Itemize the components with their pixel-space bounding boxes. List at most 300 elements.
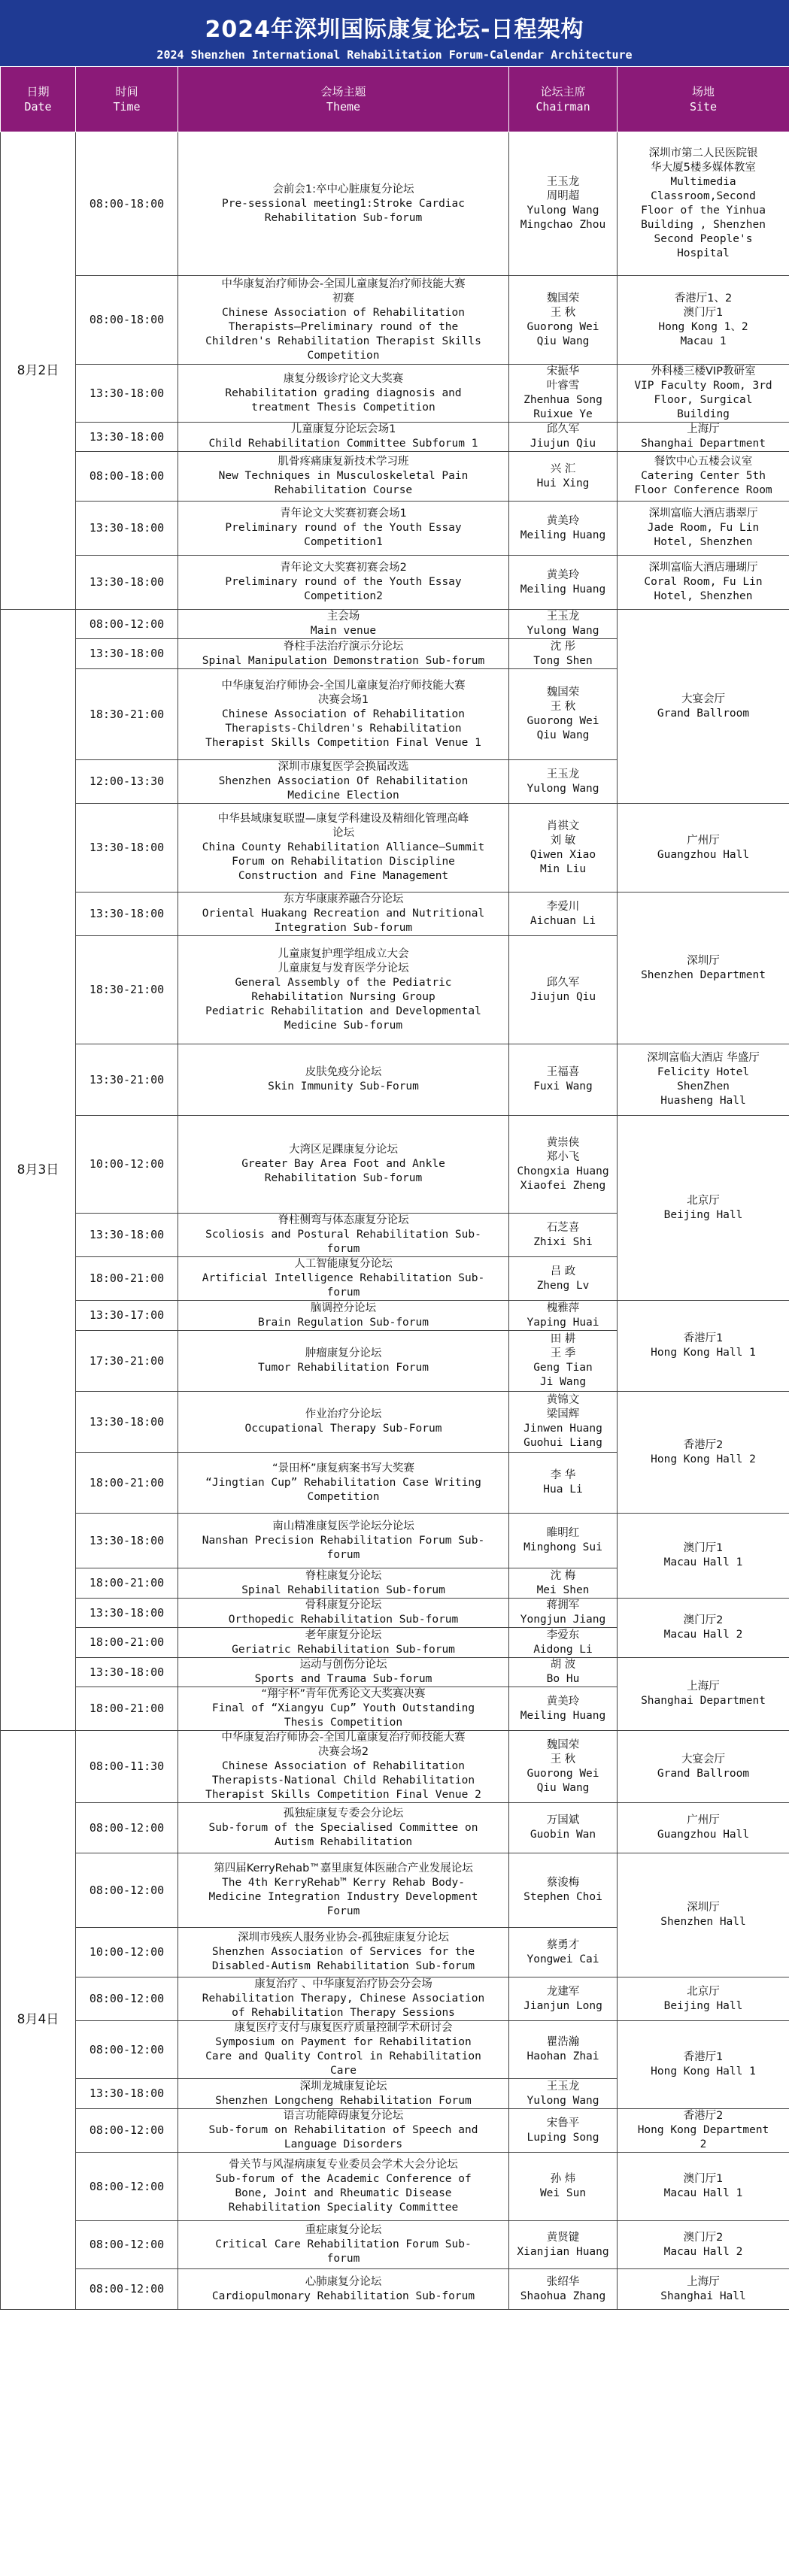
text-line: Hotel, Shenzhen (654, 590, 753, 602)
table-row (1, 1392, 789, 1453)
text-line: Oriental Huakang Recreation and Nutritional (202, 908, 485, 920)
text-line: Sub-forum on Rehabilitation of Speech and (208, 2124, 478, 2136)
text-line: 深圳富临大酒店 华盛厅 (647, 1052, 760, 1064)
text-line: Hong Kong Hall 2 (651, 1453, 756, 1465)
text-line: Hong Kong Hall 1 (651, 1347, 756, 1359)
text-line: 脊柱侧弯与体态康复分论坛 (278, 1214, 409, 1226)
text-line: Yongjun Jiang (520, 1614, 606, 1626)
text-line: Yulong Wang (527, 625, 599, 637)
chairman-cell (509, 1599, 618, 1628)
table-row (1, 610, 789, 639)
table-row (1, 1658, 789, 1687)
text-line: Aichuan Li (530, 914, 596, 927)
venue-cell (618, 1392, 789, 1514)
table-row (1, 423, 789, 452)
chairman-cell (509, 2221, 618, 2269)
text-line: Children's Rehabilitation Therapist Skills (205, 335, 481, 347)
column-header-site: 场地 Site (618, 67, 789, 132)
venue-cell (618, 2269, 789, 2310)
text-line: 李爱东 (546, 1629, 580, 1641)
text-line: Competition (307, 1490, 380, 1503)
text-line: 澳门厅2 (683, 1614, 724, 1626)
venue-cell (618, 1977, 789, 2021)
time-cell: 08:00-12:00 (76, 2153, 178, 2221)
text-line: Macau Hall 1 (663, 1556, 743, 1568)
time-cell: 13:30-18:00 (76, 423, 178, 452)
text-line: Mei Shen (536, 1583, 590, 1596)
chairman-cell (509, 936, 618, 1044)
time-cell: 13:30-17:00 (76, 1301, 178, 1331)
text-line: Rehabilitation Sub-forum (264, 211, 423, 224)
text-line: Language Disorders (284, 2138, 403, 2150)
chairman-cell (509, 2109, 618, 2153)
venue-cell (618, 610, 789, 804)
text-line: Final of “Xiangyu Cup” Youth Outstanding (211, 1702, 475, 1714)
text-line: Huasheng Hall (660, 1095, 746, 1107)
text-line: Autism Rehabilitation (274, 1835, 413, 1848)
text-line: 周明超 (546, 190, 580, 202)
text-line: Qiu Wang (536, 1781, 590, 1794)
chairman-cell (509, 1514, 618, 1568)
text-line: General Assembly of the Pediatric (235, 976, 452, 989)
text-line: Minghong Sui (523, 1541, 602, 1553)
text-line: 香港厅1、2 (674, 292, 733, 305)
text-line: VIP Faculty Room, 3rd (634, 380, 772, 392)
venue-cell (618, 1044, 789, 1116)
text-line: Zheng Lv (536, 1279, 590, 1292)
theme-cell (178, 1514, 509, 1568)
text-line: Meiling Huang (520, 583, 606, 596)
text-line: Spinal Rehabilitation Sub-forum (241, 1583, 445, 1596)
theme-cell (178, 1453, 509, 1514)
venue-cell (618, 804, 789, 893)
text-line: Competition2 (304, 590, 383, 602)
text-line: 深圳厅 (687, 1902, 720, 1914)
theme-cell (178, 610, 509, 639)
chairman-cell (509, 760, 618, 804)
table-row (1, 556, 789, 610)
text-line: Hua Li (543, 1483, 583, 1496)
text-line: Wei Sun (539, 2187, 587, 2199)
text-line: 儿童康复与发育医学分论坛 (278, 962, 409, 974)
text-line: Zhenhua Song (523, 394, 602, 406)
text-line: Rehabilitation Speciality Committee (228, 2202, 459, 2214)
venue-cell (618, 1301, 789, 1392)
chairman-cell (509, 276, 618, 365)
text-line: 兴 汇 (550, 462, 576, 475)
chairman-cell (509, 2153, 618, 2221)
text-line: Rehabilitation Course (274, 484, 413, 496)
table-row (1, 1116, 789, 1214)
text-line: Therapists—Preliminary round of the (228, 320, 459, 333)
text-line: Thesis Competition (284, 1717, 403, 1729)
text-line: Artificial Intelligence Rehabilitation Sub- (202, 1272, 485, 1284)
time-cell: 10:00-12:00 (76, 1116, 178, 1214)
text-line: Shenzhen Longcheng Rehabilitation Forum (215, 2094, 472, 2107)
venue-cell (618, 2109, 789, 2153)
text-line: Guorong Wei (527, 715, 599, 727)
text-line: Pre-sessional meeting1:Stroke Cardiac (221, 197, 465, 210)
text-line: Competition1 (304, 536, 383, 548)
time-cell: 08:00-12:00 (76, 610, 178, 639)
theme-cell (178, 1116, 509, 1214)
text-line: 作业治疗分论坛 (305, 1408, 382, 1420)
text-line: 北京厅 (687, 1985, 720, 1998)
theme-cell (178, 1658, 509, 1687)
venue-cell (618, 132, 789, 276)
chairman-cell (509, 132, 618, 276)
chairman-cell (509, 1116, 618, 1214)
text-line: 香港厅1 (683, 2051, 724, 2063)
time-cell: 08:00-18:00 (76, 132, 178, 276)
chairman-cell (509, 639, 618, 669)
text-line: 论坛 (332, 827, 354, 839)
text-line: Spinal Manipulation Demonstration Sub-forum (202, 654, 485, 667)
time-cell: 13:30-18:00 (76, 639, 178, 669)
time-cell: 18:30-21:00 (76, 669, 178, 760)
text-line: 心肺康复分论坛 (305, 2275, 382, 2288)
text-line: 决赛会场2 (317, 1746, 369, 1758)
text-line: Guangzhou Hall (657, 848, 750, 861)
text-line: Cardiopulmonary Rehabilitation Sub-forum (211, 2290, 475, 2302)
theme-cell (178, 804, 509, 893)
time-cell: 13:30-18:00 (76, 1392, 178, 1453)
table-row (1, 1514, 789, 1568)
text-line: 语言功能障碍康复分论坛 (283, 2110, 404, 2122)
table-row (1, 2221, 789, 2269)
date-cell: 8月4日 (1, 1731, 76, 2310)
text-line: 蔡浚梅 (546, 1877, 580, 1889)
text-line: forum (326, 1286, 360, 1299)
text-line: 深圳市康复医学会换届改选 (278, 761, 409, 773)
time-cell: 17:30-21:00 (76, 1331, 178, 1392)
time-cell: 08:00-12:00 (76, 1853, 178, 1928)
text-line: Hotel, Shenzhen (654, 536, 753, 548)
text-line: Nanshan Precision Rehabilitation Forum Sub- (202, 1534, 485, 1547)
text-line: 儿童康复护理学组成立大会 (278, 947, 409, 960)
text-line: Sub-forum of the Specialised Committee on (208, 1821, 478, 1834)
text-line: 李爱川 (546, 900, 580, 913)
text-line: 黄贤键 (546, 2231, 580, 2244)
text-line: 老年康复分论坛 (305, 1629, 382, 1641)
text-line: 张绍华 (546, 2275, 580, 2288)
theme-cell (178, 452, 509, 502)
text-line: Aidong Li (533, 1643, 593, 1656)
theme-cell (178, 556, 509, 610)
text-line: Rehabilitation Therapy, Chinese Association (202, 1993, 485, 2005)
text-line: Competition (307, 349, 380, 362)
venue-cell (618, 423, 789, 452)
text-line: 邱久军 (546, 423, 580, 435)
chairman-cell (509, 610, 618, 639)
text-line: Floor of the Yinhua (641, 205, 766, 217)
theme-cell (178, 1731, 509, 1803)
text-line: Shenzhen Association Of Rehabilitation (218, 775, 469, 787)
table-row (1, 452, 789, 502)
venue-cell (618, 452, 789, 502)
text-line: 大宴会厅 (681, 1753, 725, 1765)
text-line: Floor Conference Room (634, 484, 772, 496)
text-line: Symposium on Payment for Rehabilitation (215, 2036, 472, 2048)
text-line: Greater Bay Area Foot and Ankle (241, 1158, 445, 1170)
text-line: 槐雅萍 (546, 1302, 580, 1314)
text-line: 王玉龙 (546, 176, 580, 188)
chairman-cell (509, 1568, 618, 1599)
time-cell: 08:00-12:00 (76, 1803, 178, 1853)
text-line: Scoliosis and Postural Rehabilitation Sub- (205, 1229, 481, 1241)
text-line: 王 秋 (550, 701, 576, 713)
theme-cell (178, 893, 509, 936)
text-line: treatment Thesis Competition (251, 401, 435, 414)
theme-cell (178, 760, 509, 804)
text-line: 主会场 (326, 611, 360, 623)
text-line: 上海厅 (687, 1680, 720, 1693)
text-line: 康复医疗支付与康复医疗质量控制学术研讨会 (234, 2022, 453, 2034)
text-line: China County Rehabilitation Alliance—Summit (202, 841, 485, 853)
text-line: 邱久军 (546, 976, 580, 989)
time-cell: 18:00-21:00 (76, 1453, 178, 1514)
text-line: Macau Hall 2 (663, 1629, 743, 1641)
text-line: 脊柱手法治疗演示分论坛 (283, 640, 404, 653)
text-line: Chongxia Huang (517, 1165, 609, 1177)
theme-cell (178, 1628, 509, 1658)
time-cell: 08:00-12:00 (76, 2021, 178, 2079)
text-line: Ruixue Ye (533, 408, 593, 420)
time-cell: 18:00-21:00 (76, 1628, 178, 1658)
table-row (1, 1301, 789, 1331)
text-line: 骨关节与风湿病康复专业委员会学术大会分论坛 (229, 2159, 458, 2171)
text-line: 澳门厅2 (683, 2231, 724, 2244)
text-line: Building (677, 408, 730, 420)
text-line: Ji Wang (539, 1376, 587, 1388)
text-line: 瞿浩瀚 (546, 2036, 580, 2048)
chairman-cell (509, 1392, 618, 1453)
chairman-cell (509, 452, 618, 502)
text-line: 澳门厅1 (683, 306, 724, 319)
text-line: Xianjian Huang (517, 2245, 609, 2258)
text-line: Geriatric Rehabilitation Sub-forum (232, 1643, 455, 1656)
text-line: Skin Immunity Sub-Forum (268, 1080, 419, 1093)
chairman-cell (509, 893, 618, 936)
text-line: 沈 彤 (550, 640, 576, 653)
text-line: 北京厅 (687, 1194, 720, 1207)
text-line: Jianjun Long (523, 1999, 602, 2012)
time-cell: 08:00-12:00 (76, 2109, 178, 2153)
text-line: 黄锦文 (546, 1394, 580, 1406)
theme-cell (178, 2079, 509, 2109)
text-line: Guorong Wei (527, 1767, 599, 1780)
text-line: Critical Care Rehabilitation Forum Sub- (215, 2238, 472, 2250)
text-line: 宋振华 (546, 365, 580, 377)
text-line: Rehabilitation grading diagnosis and (225, 386, 462, 399)
column-header-time: 时间 Time (76, 67, 178, 132)
text-line: of Rehabilitation Therapy Sessions (232, 2007, 455, 2019)
time-cell: 08:00-18:00 (76, 452, 178, 502)
time-cell: 13:30-18:00 (76, 1214, 178, 1257)
chairman-cell (509, 1628, 618, 1658)
text-line: Shanghai Department (641, 1695, 766, 1707)
theme-cell (178, 2221, 509, 2269)
table-row (1, 1803, 789, 1853)
text-line: 魏国荣 (546, 1738, 580, 1751)
theme-cell (178, 1257, 509, 1301)
table-row (1, 2269, 789, 2310)
time-cell: 13:30-21:00 (76, 1044, 178, 1116)
chairman-cell (509, 2079, 618, 2109)
text-line: Qiu Wang (536, 335, 590, 347)
text-line: Guohui Liang (523, 1437, 602, 1449)
text-line: 脑调控分论坛 (311, 1302, 376, 1314)
venue-cell (618, 2153, 789, 2221)
text-line: 王玉龙 (546, 611, 580, 623)
text-line: 吕 政 (550, 1265, 576, 1277)
text-line: Medicine Integration Industry Development (208, 1891, 478, 1903)
text-line: Geng Tian (533, 1362, 593, 1374)
text-line: Min Liu (539, 862, 587, 875)
time-cell: 08:00-18:00 (76, 276, 178, 365)
text-line: Rehabilitation Sub-forum (264, 1172, 423, 1184)
text-line: 王玉龙 (546, 768, 580, 780)
chairman-cell (509, 1044, 618, 1116)
venue-cell (618, 1853, 789, 1977)
text-line: 深圳龙城康复论坛 (299, 2080, 387, 2093)
text-line: Meiling Huang (520, 529, 606, 541)
text-line: 外科楼三楼VIP教研室 (651, 365, 756, 377)
theme-cell (178, 936, 509, 1044)
text-line: Luping Song (527, 2131, 599, 2144)
text-line: 2 (699, 2138, 707, 2150)
text-line: Shanghai Hall (660, 2290, 746, 2302)
time-cell: 10:00-12:00 (76, 1928, 178, 1977)
text-line: Hui Xing (536, 477, 590, 489)
venue-cell (618, 1731, 789, 1803)
theme-cell (178, 1568, 509, 1599)
text-line: 胡 波 (550, 1659, 576, 1671)
time-cell: 08:00-12:00 (76, 2269, 178, 2310)
table-header-row (1, 67, 789, 132)
text-line: 南山精准康复医学论坛分论坛 (272, 1520, 414, 1532)
text-line: ShenZhen (677, 1080, 730, 1093)
text-line: 田 耕 (550, 1333, 576, 1345)
text-line: Preliminary round of the Youth Essay (225, 522, 462, 534)
text-line: 沈 梅 (550, 1569, 576, 1582)
text-line: Occupational Therapy Sub-Forum (244, 1423, 442, 1435)
text-line: 深圳市第二人民医院银 (648, 147, 758, 159)
column-header-date: 日期 Date (1, 67, 76, 132)
text-line: Grand Ballroom (657, 707, 750, 720)
text-line: 魏国荣 (546, 292, 580, 305)
text-line: 康复治疗 、中华康复治疗协会分会场 (254, 1978, 432, 1990)
text-line: 王 秋 (550, 306, 576, 319)
text-line: 青年论文大奖赛初赛会场1 (280, 508, 407, 520)
chairman-cell (509, 1214, 618, 1257)
chairman-cell (509, 2269, 618, 2310)
text-line: Care and Quality Control in Rehabilitation (205, 2050, 481, 2062)
text-line: 儿童康复分论坛会场1 (290, 423, 396, 435)
text-line: 香港厅1 (683, 1332, 724, 1344)
chairman-cell (509, 365, 618, 423)
theme-cell (178, 1301, 509, 1331)
venue-cell (618, 1658, 789, 1731)
text-line: Pediatric Rehabilitation and Developmental (205, 1005, 481, 1017)
table-row (1, 276, 789, 365)
text-line: 蒋拥军 (546, 1599, 580, 1611)
text-line: forum (326, 2253, 360, 2265)
theme-cell (178, 639, 509, 669)
text-line: Meiling Huang (520, 1709, 606, 1722)
time-cell: 18:00-21:00 (76, 1257, 178, 1301)
text-line: Fuxi Wang (533, 1080, 593, 1093)
theme-cell (178, 365, 509, 423)
text-line: 梁国辉 (546, 1408, 580, 1420)
chairman-cell (509, 1928, 618, 1977)
text-line: Jiujun Qiu (530, 990, 596, 1003)
chairman-cell (509, 502, 618, 556)
text-line: 中华康复治疗师协会-全国儿童康复治疗师技能大赛 (221, 679, 466, 692)
time-cell: 13:30-18:00 (76, 893, 178, 936)
text-line: Haohan Zhai (527, 2050, 599, 2062)
theme-cell (178, 1331, 509, 1392)
text-line: Second People's (654, 233, 753, 245)
text-line: Brain Regulation Sub-forum (258, 1316, 429, 1329)
text-line: Beijing Hall (663, 1999, 743, 2012)
venue-cell (618, 1599, 789, 1658)
theme-cell (178, 132, 509, 276)
text-line: 大湾区足踝康复分论坛 (289, 1144, 398, 1156)
text-line: Sub-forum of the Academic Conference of (215, 2173, 472, 2185)
theme-cell (178, 1853, 509, 1928)
text-line: forum (326, 1548, 360, 1561)
table-row (1, 2153, 789, 2221)
text-line: “翔宇杯”青年优秀论文大奖赛决赛 (261, 1688, 426, 1700)
venue-cell (618, 2221, 789, 2269)
text-line: 骨科康复分论坛 (305, 1599, 382, 1611)
text-line: 郑小飞 (546, 1150, 580, 1163)
text-line: 黄美玲 (546, 514, 580, 527)
text-line: 王福喜 (546, 1066, 580, 1078)
venue-cell (618, 893, 789, 1044)
text-line: Yulong Wang (527, 782, 599, 795)
text-line: 孙 炜 (550, 2173, 576, 2185)
time-cell: 08:00-12:00 (76, 1977, 178, 2021)
chairman-cell (509, 1977, 618, 2021)
chairman-cell (509, 1731, 618, 1803)
table-row (1, 1731, 789, 1803)
text-line: 睢明红 (546, 1527, 580, 1539)
time-cell: 13:30-18:00 (76, 502, 178, 556)
text-line: Disabled-Autism Rehabilitation Sub-forum (211, 1960, 475, 1972)
text-line: Macau Hall 2 (663, 2245, 743, 2258)
time-cell: 18:00-21:00 (76, 1687, 178, 1731)
time-cell: 08:00-11:30 (76, 1731, 178, 1803)
text-line: 中华康复治疗师协会-全国儿童康复治疗师技能大赛 (221, 277, 466, 290)
theme-cell (178, 502, 509, 556)
text-line: Orthopedic Rehabilitation Sub-forum (228, 1614, 459, 1626)
time-cell: 13:30-18:00 (76, 2079, 178, 2109)
page-title: 2024年深圳国际康复论坛-日程架构 (205, 17, 584, 43)
theme-cell (178, 2269, 509, 2310)
text-line: 广州厅 (687, 1814, 720, 1826)
venue-cell (618, 1514, 789, 1599)
text-line: Shaohua Zhang (520, 2290, 606, 2302)
chairman-cell (509, 1301, 618, 1331)
text-line: Bone, Joint and Rheumatic Disease (235, 2187, 452, 2199)
text-line: Chinese Association of Rehabilitation (221, 708, 465, 720)
text-line: Jinwen Huang (523, 1423, 602, 1435)
text-line: Bo Hu (546, 1673, 580, 1685)
page-subtitle: 2024 Shenzhen International Rehabilitation Forum-Calendar Architecture (156, 48, 633, 62)
schedule-table (0, 66, 789, 2310)
